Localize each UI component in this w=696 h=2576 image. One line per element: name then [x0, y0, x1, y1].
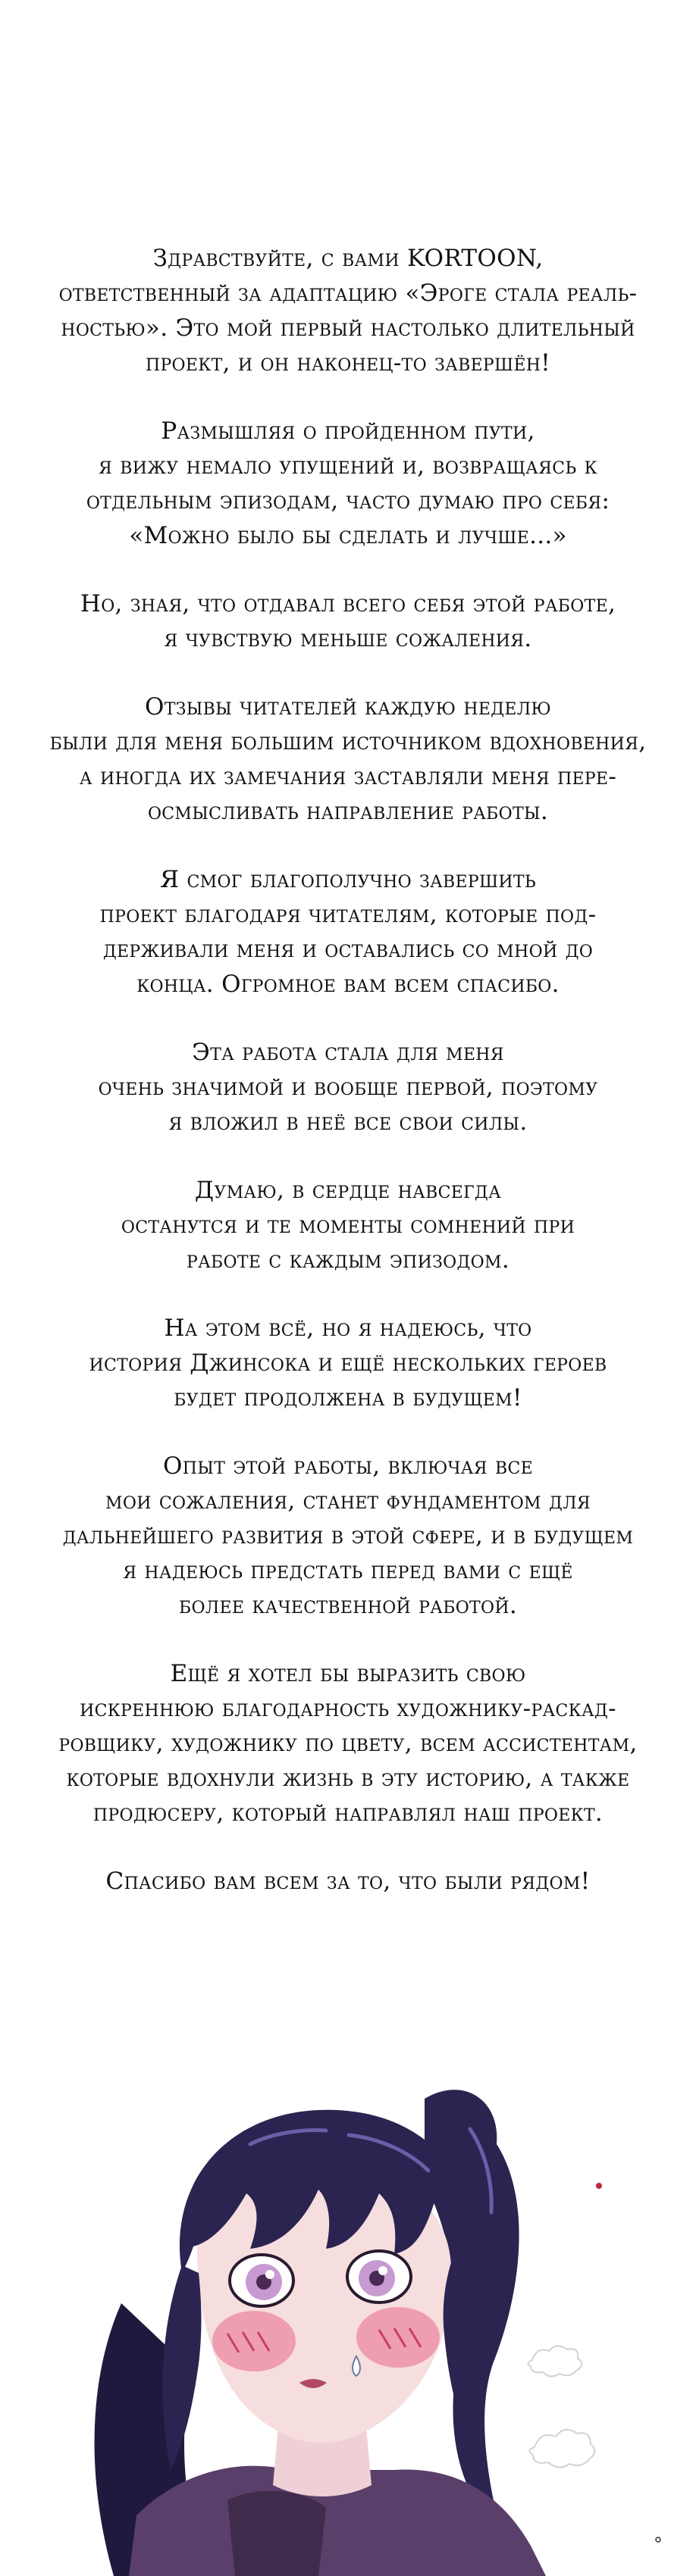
text-line: На этом всё, но я надеюсь, что: [164, 1315, 532, 1342]
text-line: я чувствую меньше сожаления.: [164, 625, 532, 652]
text-line: держивали меня и оставались со мной до: [102, 936, 594, 963]
paragraph-staff-thanks: [0, 1656, 696, 1830]
text-line: история Джинсока и ещё нескольких героев: [89, 1349, 607, 1377]
text-line: я вложил в неё все свои силы.: [168, 1108, 528, 1136]
eye-left: [230, 2255, 293, 2306]
text-line: Спасибо вам всем за то, что были рядом!: [105, 1868, 591, 1895]
blush-left: [212, 2311, 296, 2371]
text-line: ровщику, художнику по цвету, всем ассистентам,: [58, 1730, 638, 1757]
paragraph-less-regret: [0, 586, 696, 656]
clothing-shadow: [227, 2491, 326, 2576]
hair-side-left: [162, 2265, 201, 2470]
text-line: Опыт этой работы, включая все: [163, 1452, 533, 1480]
text-line: останутся и те моменты сомнений при: [121, 1211, 575, 1239]
paragraph-reflection: [0, 414, 696, 553]
text-line: очень значимой и вообще первой, поэтому: [98, 1074, 598, 1101]
text-line: которые вдохнули жизнь в эту историю, а также: [66, 1765, 630, 1792]
paragraph-greeting: [0, 241, 696, 380]
character-illustration: [0, 2046, 696, 2576]
text-line: я надеюсь предстать перед вами с ещё: [123, 1557, 573, 1584]
paragraph-future-story: [0, 1311, 696, 1415]
text-line: были для меня большим источником вдохновения,: [49, 728, 647, 755]
afterword-text: [0, 241, 696, 1932]
paragraph-doubts: [0, 1173, 696, 1277]
text-line: Думаю, в сердце навсегда: [194, 1177, 502, 1204]
text-line: Размышляя о пройденном пути,: [161, 417, 535, 445]
text-line: искреннюю благодарность художнику-раскад-: [80, 1695, 616, 1722]
eye-right: [347, 2251, 411, 2302]
paragraph-thanks-readers: [0, 862, 696, 1002]
text-line: конца. Огромное вам всем спасибо.: [136, 971, 560, 998]
text-line: осмысливать направление работы.: [147, 798, 549, 825]
text-line: дальнейшего развития в этой сфере, и в будущем: [62, 1522, 634, 1549]
text-line: более качественной работой.: [179, 1592, 517, 1619]
text-line: Я смог благополучно завершить: [160, 866, 536, 893]
girl-portrait: [0, 2046, 696, 2576]
red-dot: [596, 2183, 602, 2189]
text-line: проект благодаря читателям, которые под-: [99, 901, 597, 928]
blush-right: [356, 2307, 440, 2368]
text-line: работе с каждым эпизодом.: [186, 1246, 509, 1274]
text-line: будет продолжена в будущем!: [174, 1384, 522, 1411]
paragraph-closing: [0, 1864, 696, 1899]
text-line: проект, и он наконец-то завершён!: [145, 349, 551, 377]
text-line: Но, зная, что отдавал всего себя этой работе,: [80, 590, 616, 617]
text-line: Отзывы читателей каждую неделю: [145, 693, 551, 721]
small-circle: [656, 2537, 660, 2542]
text-line: ностью». Это мой первый настолько длительный: [61, 314, 635, 342]
text-line: «Можно было бы сделать и лучше...»: [129, 522, 567, 549]
text-line: отдельным эпизодам, часто думаю про себя:: [86, 487, 610, 514]
text-line: продюсеру, который направлял наш проект.: [92, 1799, 604, 1827]
text-line: Здравствуйте, с вами KORTOON,: [152, 245, 544, 272]
paragraph-experience: [0, 1449, 696, 1623]
text-line: я вижу немало упущений и, возвращаясь к: [99, 452, 597, 480]
text-line: Эта работа стала для меня: [192, 1039, 504, 1066]
paragraph-reader-feedback: [0, 689, 696, 829]
text-line: Ещё я хотел бы выразить свою: [170, 1660, 526, 1687]
text-line: ответственный за адаптацию «Эроге стала реаль-: [58, 280, 638, 307]
paragraph-meaningful-work: [0, 1035, 696, 1140]
text-line: а иногда их замечания заставляли меня пере-: [79, 763, 617, 790]
text-line: мои сожаления, станет фундаментом для: [105, 1487, 591, 1515]
